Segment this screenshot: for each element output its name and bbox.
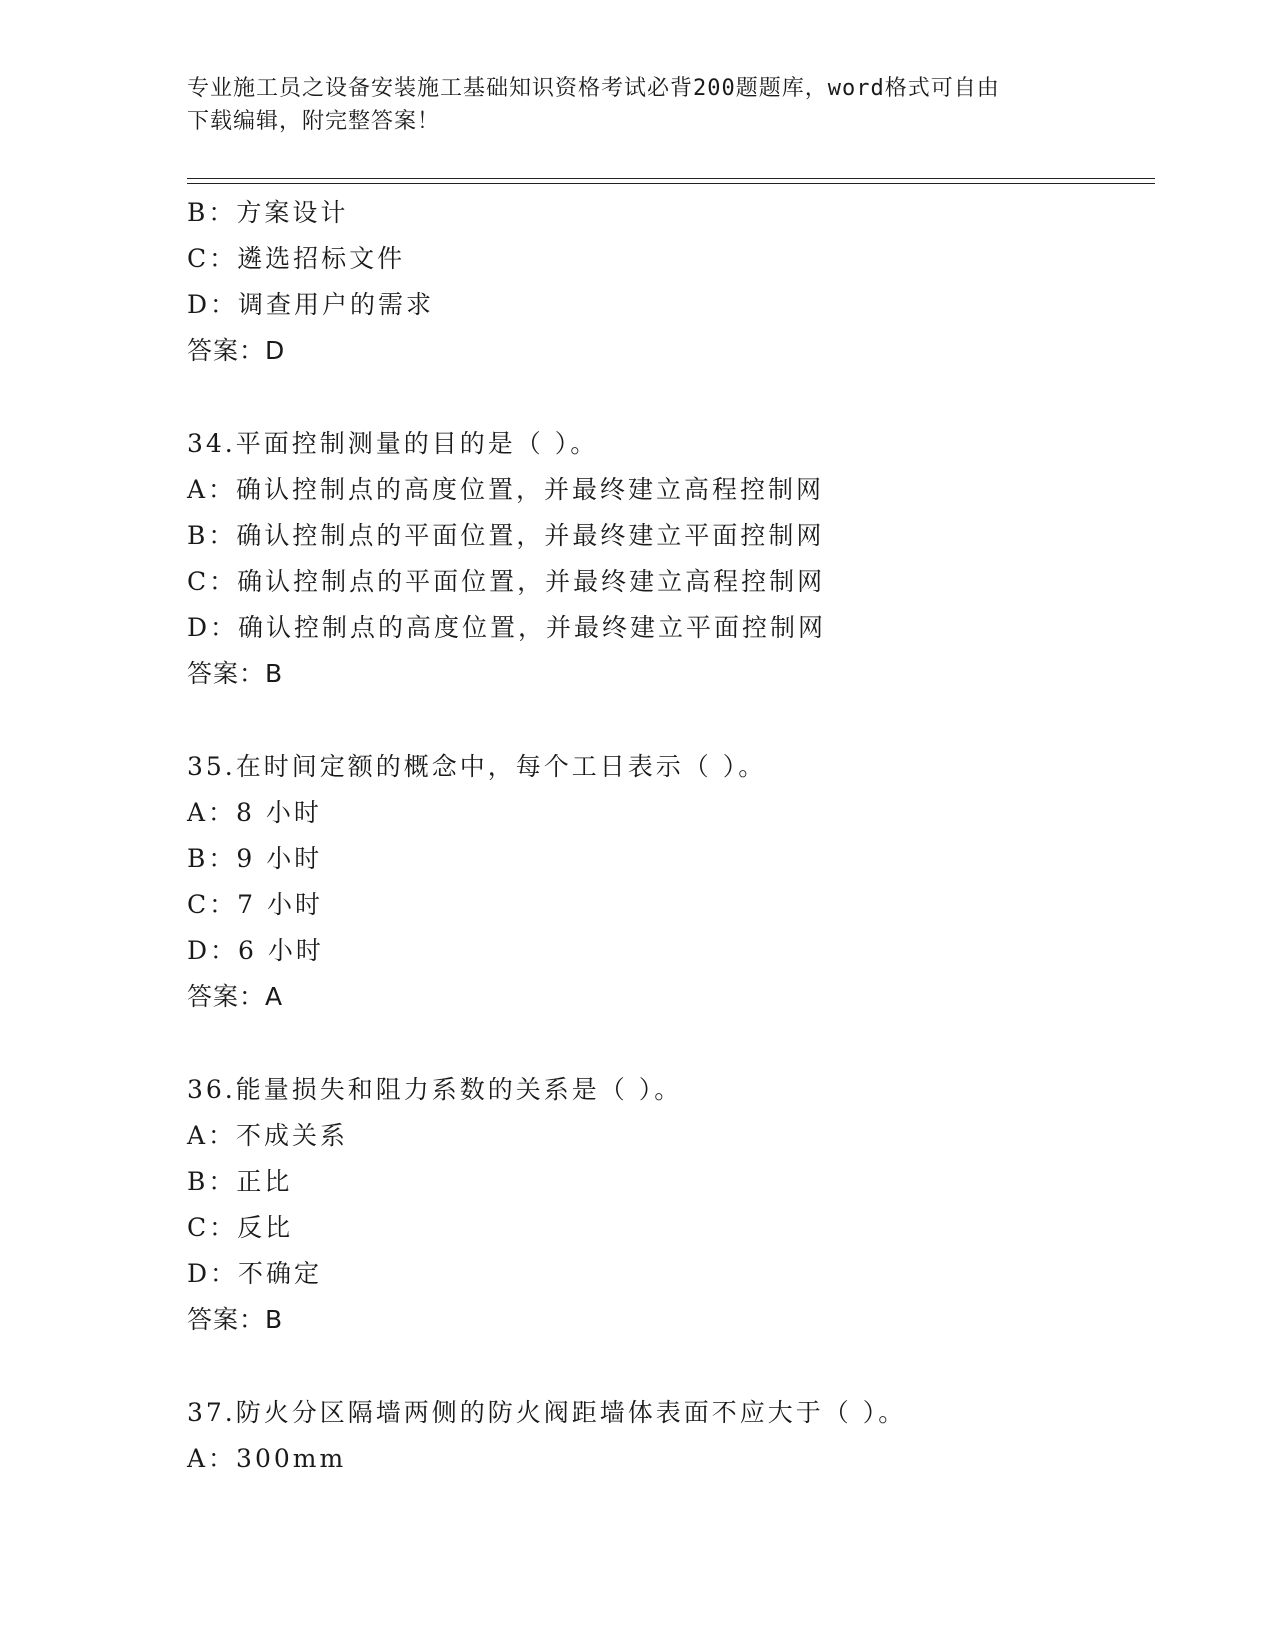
block-spacer [187,1343,1155,1390]
answer-line: 答案：B [187,659,284,688]
question-block [187,744,1155,1020]
answer-line: 答案：D [187,336,286,365]
block-spacer [187,697,1155,744]
question-text: 37.防火分区隔墙两侧的防火阀距墙体表面不应大于（ ）。 [187,1398,907,1427]
question-text: 35.在时间定额的概念中，每个工日表示（ ）。 [187,752,767,781]
answer-line: 答案：A [187,982,284,1011]
question-text: 36.能量损失和阻力系数的关系是（ ）。 [187,1075,683,1104]
question-block [187,190,1155,374]
option-b: B：9 小时 [187,844,323,873]
option-b: B：正比 [187,1167,293,1196]
header-title-line-2: 下载编辑，附完整答案！ [187,109,441,134]
option-a: A：确认控制点的高度位置，并最终建立高程控制网 [187,475,825,504]
option-a: A：300mm [187,1444,347,1473]
question-block [187,1067,1155,1343]
option-b: B：方案设计 [187,198,349,227]
block-spacer [187,374,1155,421]
option-d: D：调查用户的需求 [187,290,435,319]
option-c: C：反比 [187,1213,294,1242]
header-divider-bottom [187,183,1155,184]
header-title-line-1: 专业施工员之设备安装施工基础知识资格考试必背200题题库，word格式可自由 [187,76,1000,101]
option-d: D：不确定 [187,1259,323,1288]
option-c: C：确认控制点的平面位置，并最终建立高程控制网 [187,567,826,596]
option-b: B：确认控制点的平面位置，并最终建立平面控制网 [187,521,825,550]
answer-line: 答案：B [187,1305,284,1334]
option-a: A：8 小时 [187,798,322,827]
header-divider-top [187,178,1155,179]
question-list [187,190,1155,1482]
option-a: A：不成关系 [187,1121,349,1150]
document-header [187,72,1067,138]
option-c: C：遴选招标文件 [187,244,406,273]
question-block [187,1390,1155,1482]
option-d: D：确认控制点的高度位置，并最终建立平面控制网 [187,613,827,642]
question-block [187,421,1155,697]
block-spacer [187,1020,1155,1067]
option-d: D：6 小时 [187,936,324,965]
question-text: 34.平面控制测量的目的是（ ）。 [187,429,599,458]
option-c: C：7 小时 [187,890,323,919]
